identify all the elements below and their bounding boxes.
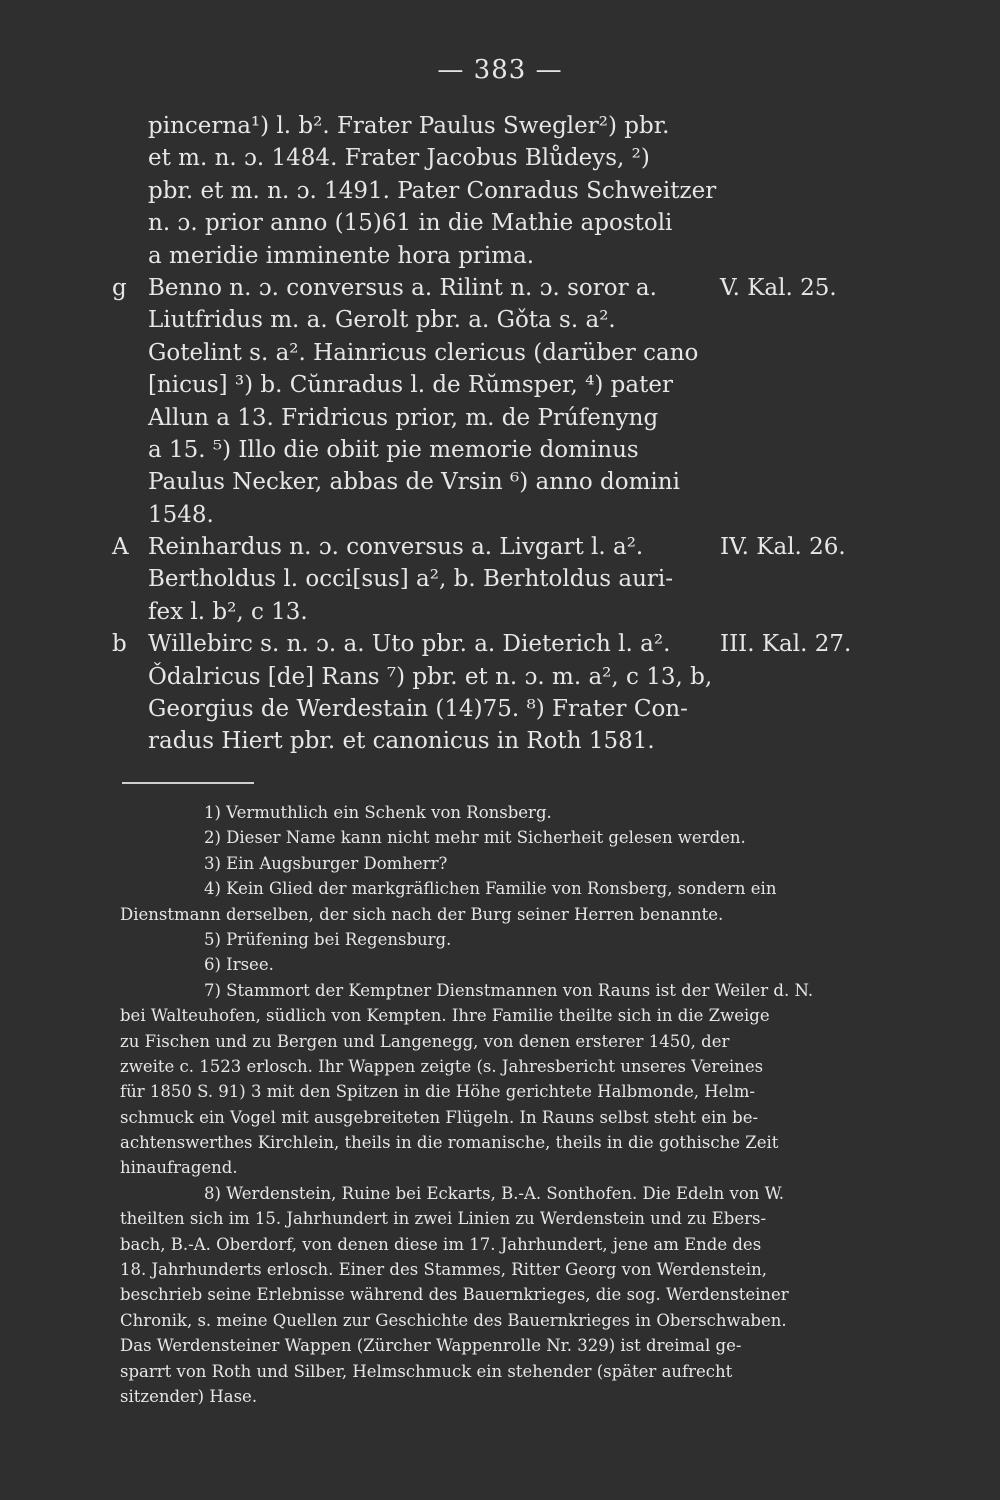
footnote-line: bach, B.-A. Oberdorf, von denen diese im 17. Jahrhundert, jene am Ende des <box>120 1234 762 1254</box>
footnote-line: schmuck ein Vogel mit ausgebreiteten Flügeln. In Rauns selbst steht ein be- <box>120 1107 759 1127</box>
footnote-line: hinaufragend. <box>120 1158 238 1178</box>
footnote-line: 2) Dieser Name kann nicht mehr mit Sicherheit gelesen werden. <box>204 828 746 848</box>
entry-text: pbr. et m. n. ɔ. 1491. Pater Conradus Schweitzer <box>148 177 717 204</box>
calendar-date: V. Kal. 25. <box>720 274 837 301</box>
footnote-line: Dienstmann derselben, der sich nach der Burg seiner Herren benannte. <box>120 904 724 924</box>
entry-text: pincerna¹) l. b². Frater Paulus Swegler²) pbr. <box>148 113 670 139</box>
text-line <box>112 272 878 304</box>
text-line <box>118 499 878 531</box>
text-line <box>118 369 878 401</box>
text-line <box>118 304 878 336</box>
footnote-line: 6) Irsee. <box>204 955 274 975</box>
footnote-line: zweite c. 1523 erlosch. Ihr Wappen zeigte (s. Jahresbericht unseres Vereines <box>120 1056 764 1076</box>
entry-text: Reinhardus n. ɔ. conversus a. Livgart l. a². <box>148 534 644 561</box>
entry-text: fex l. b², c 13. <box>148 598 308 625</box>
footnote-line: achtenswerthes Kirchlein, theils in die romanische, theils in die gothische Zeit <box>120 1133 779 1153</box>
text-line <box>118 175 878 207</box>
footnote-line: sitzender) Hase. <box>120 1386 258 1406</box>
text-line <box>118 596 878 628</box>
calendar-date: III. Kal. 27. <box>720 631 852 658</box>
entry-text: n. ɔ. prior anno (15)61 in die Mathie apostoli <box>148 210 673 237</box>
text-line <box>118 466 878 498</box>
text-line <box>118 142 878 174</box>
weekday-letter: b <box>112 631 127 658</box>
footnote-line: 18. Jahrhunderts erlosch. Einer des Stammes, Ritter Georg von Werdenstein, <box>120 1260 768 1280</box>
footnote-line: für 1850 S. 91) 3 mit den Spitzen in die Höhe gerichtete Halbmonde, Helm- <box>120 1082 755 1102</box>
entry-text: a 15. ⁵) Illo die obiit pie memorie dominus <box>148 436 639 463</box>
entry-text: Bertholdus l. occi[sus] a², b. Berhtoldus auri- <box>148 566 674 593</box>
text-line <box>118 661 878 693</box>
text-line <box>118 725 878 757</box>
page-number: — 383 — <box>437 55 563 85</box>
footnote-divider <box>122 782 254 784</box>
weekday-letter: g <box>112 274 127 301</box>
footnote-line: zu Fischen und zu Bergen und Langenegg, von denen ersterer 1450, der <box>120 1031 730 1051</box>
footnote-line: 4) Kein Glied der markgräflichen Familie von Ronsberg, sondern ein <box>204 879 777 899</box>
text-line <box>118 693 878 725</box>
text-line <box>118 337 878 369</box>
entry-text: radus Hiert pbr. et canonicus in Roth 1581. <box>148 728 655 755</box>
entry-text: Benno n. ɔ. conversus a. Rilint n. ɔ. soror a. <box>148 274 657 301</box>
footnote-line: sparrt von Roth und Silber, Helmschmuck ein stehender (später aufrecht <box>120 1361 733 1381</box>
entry-text: a meridie imminente hora prima. <box>148 242 535 269</box>
calendar-date: IV. Kal. 26. <box>720 534 846 561</box>
footnote-line: bei Walteuhofen, südlich von Kempten. Ihre Familie theilte sich in die Zweige <box>120 1006 770 1026</box>
text-line <box>112 531 878 563</box>
footnote-line: 8) Werdenstein, Ruine bei Eckarts, B.-A. Sonthofen. Die Edeln von W. <box>204 1183 784 1203</box>
entry-text: Georgius de Werdestain (14)75. ⁸) Frater Con- <box>148 696 688 723</box>
entry-text: et m. n. ɔ. 1484. Frater Jacobus Blůdeys, ²) <box>148 145 650 172</box>
footnotes <box>120 800 895 1409</box>
text-line <box>118 207 878 239</box>
text-line <box>118 402 878 434</box>
entry-text: Ǒdalricus [de] Rans ⁷) pbr. et n. ɔ. m. a², c 13, b, <box>148 663 713 690</box>
entry-text: Willebirc s. n. ɔ. a. Uto pbr. a. Dieterich l. a². <box>148 631 671 658</box>
footnote-line: 5) Prüfening bei Regensburg. <box>204 929 452 949</box>
entry-text: Gotelint s. a². Hainricus clericus (darüber cano <box>148 339 699 366</box>
entry-text: Liutfridus m. a. Gerolt pbr. a. Gǒta s. a². <box>148 307 616 334</box>
calendar-entries <box>112 110 878 758</box>
text-line <box>118 434 878 466</box>
weekday-letter: A <box>112 534 129 561</box>
footnote-line: Das Werdensteiner Wappen (Zürcher Wappenrolle Nr. 329) ist dreimal ge- <box>120 1336 742 1356</box>
footnote-line: 1) Vermuthlich ein Schenk von Ronsberg. <box>204 803 552 822</box>
text-line <box>118 240 878 272</box>
text-line <box>118 563 878 595</box>
entry-text: Paulus Necker, abbas de Vrsin ⁶) anno domini <box>148 469 680 496</box>
entry-text: Allun a 13. Fridricus prior, m. de Prúfenyng <box>148 404 659 431</box>
text-line <box>118 110 878 142</box>
footnote-line: 7) Stammort der Kemptner Dienstmannen von Rauns ist der Weiler d. N. <box>204 980 814 1000</box>
footnote-line: Chronik, s. meine Quellen zur Geschichte des Bauernkrieges in Oberschwaben. <box>120 1310 787 1330</box>
text-line <box>112 628 878 660</box>
entry-text: [nicus] ³) b. Cŭnradus l. de Rŭmsper, ⁴) pater <box>148 372 673 399</box>
entry-text: 1548. <box>148 501 214 528</box>
footnote-line: beschrieb seine Erlebnisse während des Bauernkrieges, die sog. Werdensteiner <box>120 1285 789 1305</box>
footnote-line: 3) Ein Augsburger Domherr? <box>204 853 448 873</box>
footnote-line: theilten sich im 15. Jahrhundert in zwei Linien zu Werdenstein und zu Ebers- <box>120 1209 767 1229</box>
